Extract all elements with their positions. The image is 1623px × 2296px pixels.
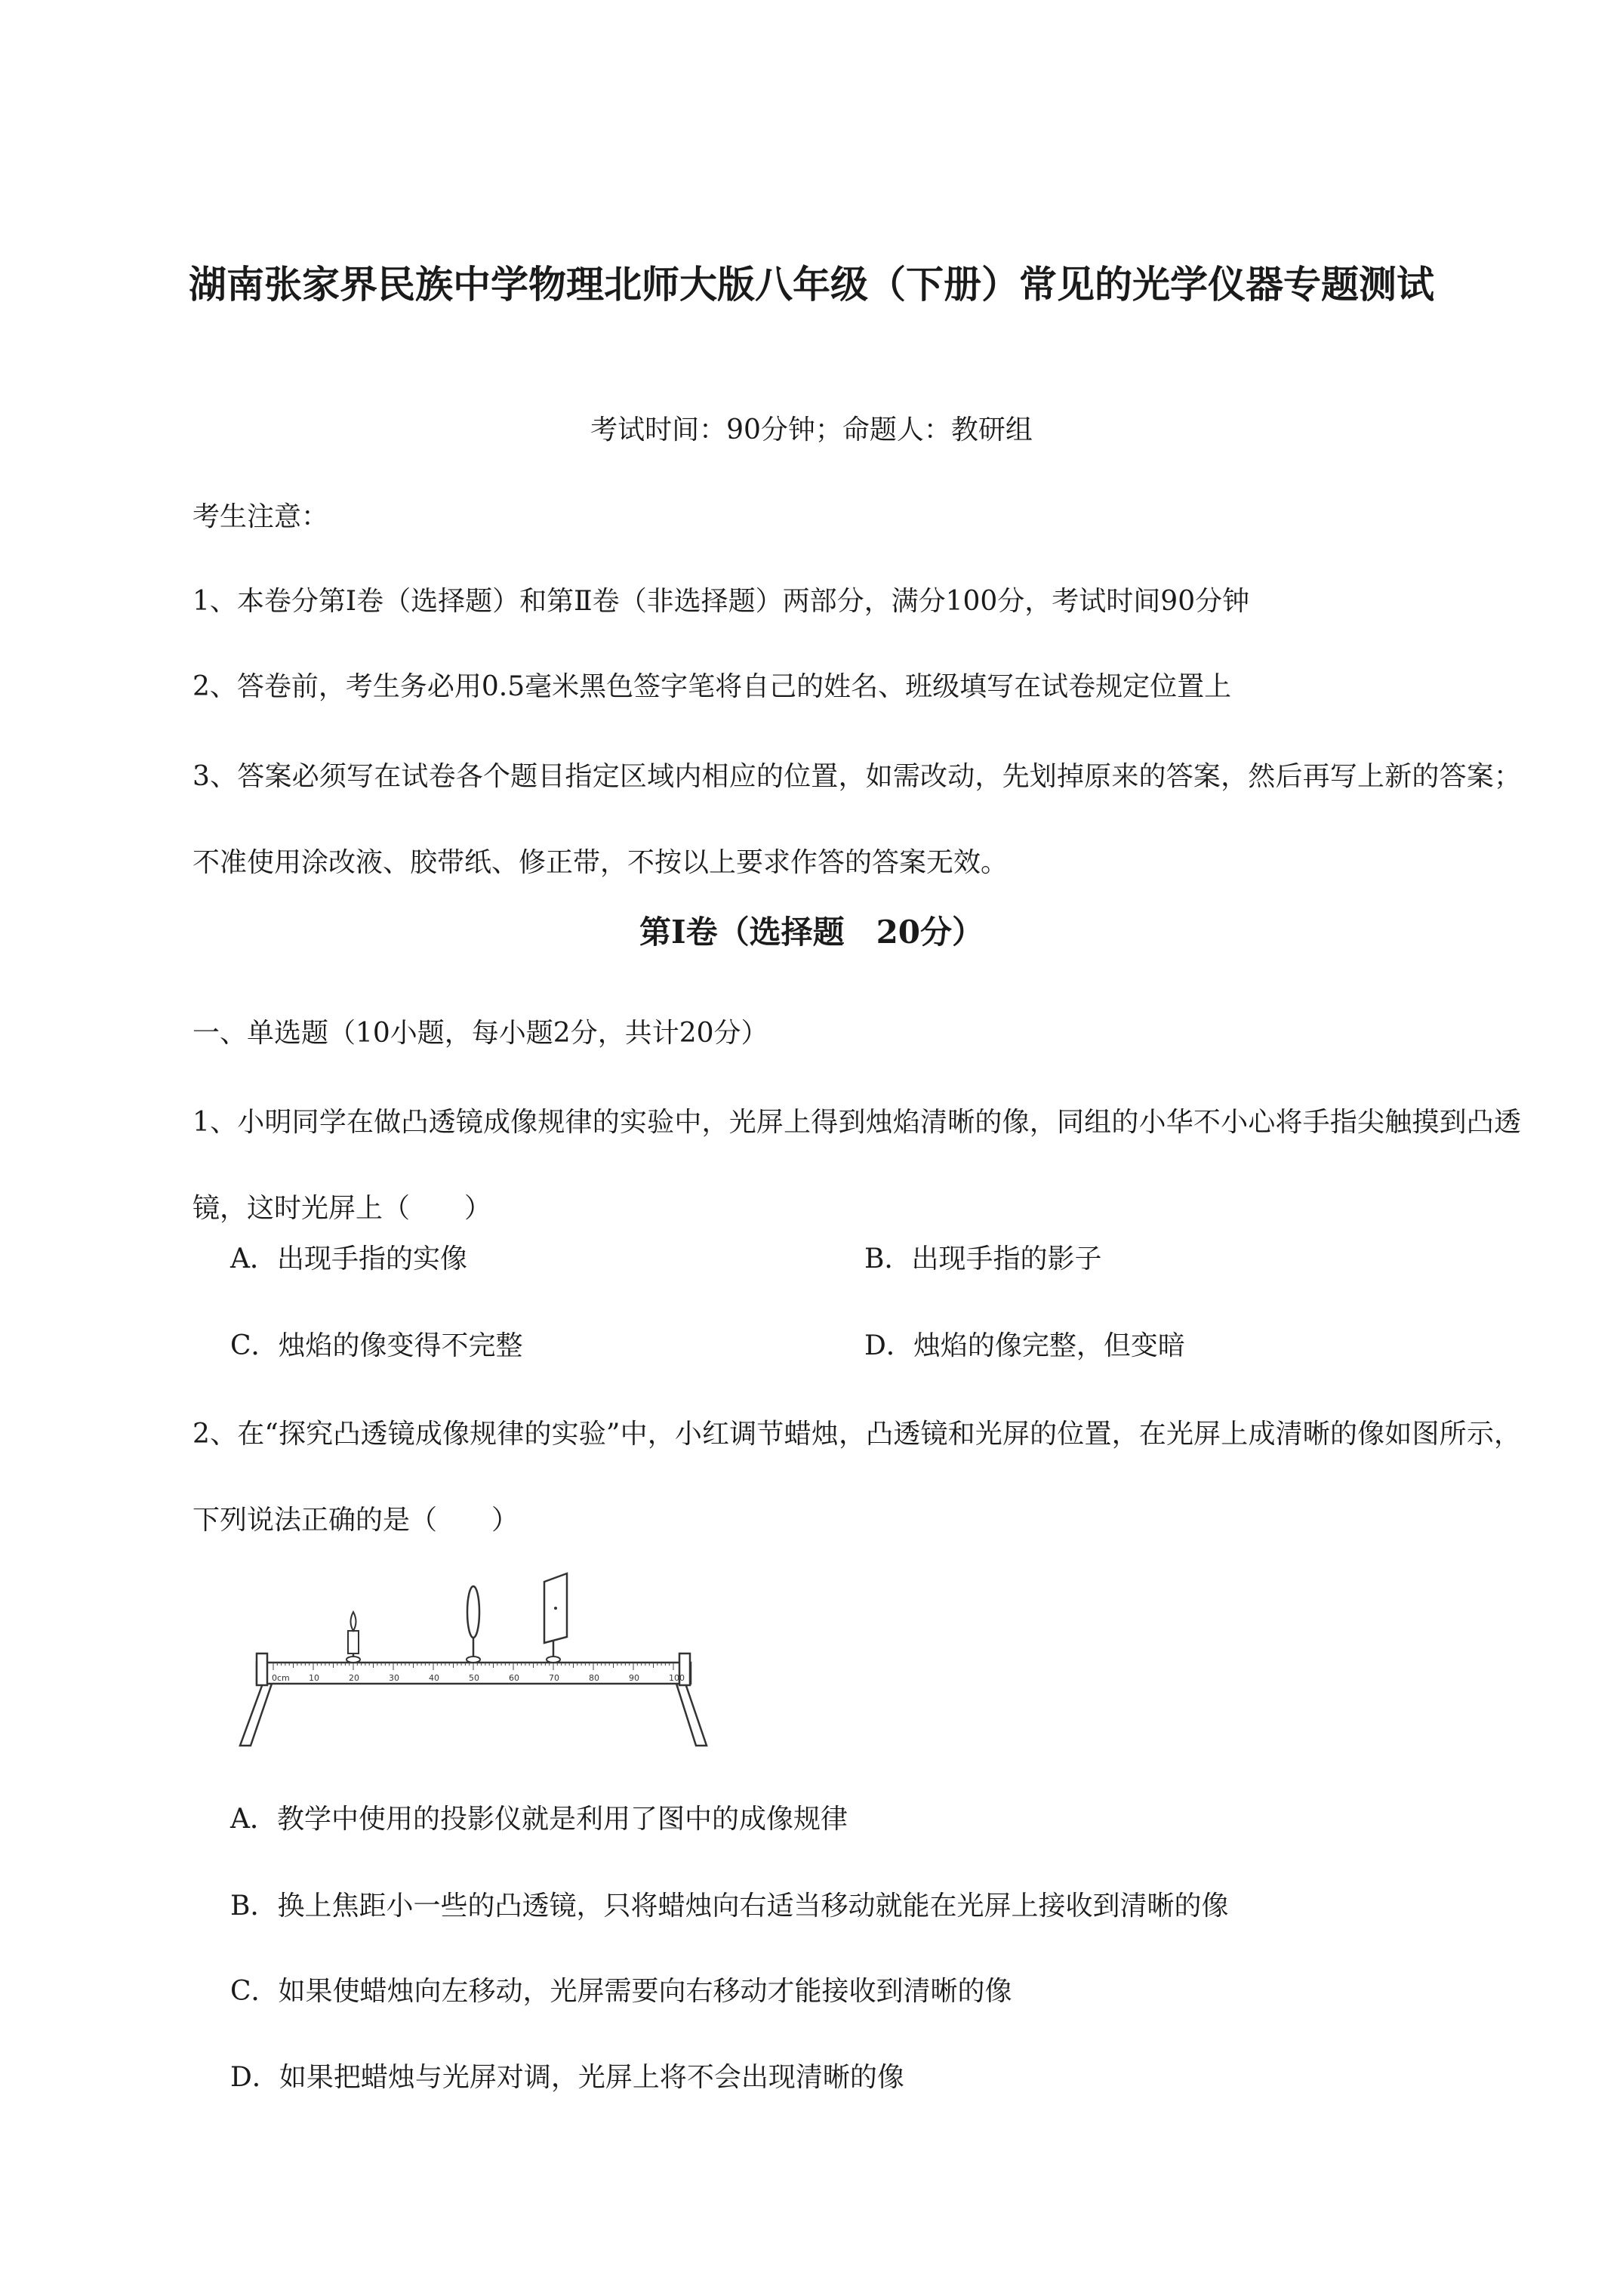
ruler-tick-label: 10 bbox=[309, 1673, 319, 1683]
lens-base bbox=[467, 1657, 480, 1663]
lens-shape bbox=[467, 1586, 479, 1638]
ruler-tick-label: 100 bbox=[669, 1673, 685, 1683]
question-1-stem: 1、小明同学在做凸透镜成像规律的实验中，光屏上得到烛焰清晰的像，同组的小华不小心将手指尖触摸到凸透镜，这时光屏上（ ） bbox=[192, 1107, 1521, 1224]
candle-flame bbox=[351, 1612, 356, 1631]
screen-mark bbox=[554, 1607, 557, 1610]
ruler-tick-label: 50 bbox=[469, 1673, 479, 1683]
question-1-option-b: B．出现手指的影子 bbox=[864, 1244, 1102, 1274]
question-1-option-d: D．烛焰的像完整，但变暗 bbox=[864, 1330, 1185, 1361]
ruler-unit-label: 0cm bbox=[272, 1673, 290, 1683]
candle bbox=[346, 1612, 360, 1663]
exam-info: 考试时间：90分钟；命题人：教研组 bbox=[590, 415, 1033, 445]
candle-body bbox=[348, 1631, 359, 1653]
bench-legs bbox=[240, 1684, 707, 1746]
convex-lens bbox=[467, 1586, 480, 1663]
question-2-option-a: A．教学中使用的投影仪就是利用了图中的成像规律 bbox=[230, 1804, 848, 1835]
candle-base bbox=[346, 1657, 360, 1663]
ruler-tick-label: 40 bbox=[429, 1673, 439, 1683]
ruler-tick-label: 80 bbox=[589, 1673, 599, 1683]
notice-item-2: 2、答卷前，考生务必用0.5毫米黑色签字笔将自己的姓名、班级填写在试卷规定位置上 bbox=[192, 671, 1232, 702]
page-title: 湖南张家界民族中学物理北师大版八年级（下册）常见的光学仪器专题测试 bbox=[189, 262, 1434, 307]
bench-left-stop bbox=[257, 1653, 267, 1685]
question-2-stem: 2、在“探究凸透镜成像规律的实验”中，小红调节蜡烛，凸透镜和光屏的位置，在光屏上成清晰的像如图所示，下列说法正确的是（ ） bbox=[192, 1419, 1521, 1536]
ruler-tick-label: 60 bbox=[509, 1673, 519, 1683]
ruler-tick-label: 20 bbox=[349, 1673, 359, 1683]
ruler-tick-label: 30 bbox=[389, 1673, 399, 1683]
optical-bench-figure bbox=[226, 1540, 725, 1752]
question-2-option-c: C．如果使蜡烛向左移动，光屏需要向右移动才能接收到清晰的像 bbox=[230, 1976, 1012, 2007]
light-screen bbox=[544, 1573, 567, 1663]
question-2-option-d: D．如果把蜡烛与光屏对调，光屏上将不会出现清晰的像 bbox=[230, 2062, 904, 2093]
notice-heading: 考生注意： bbox=[192, 501, 329, 532]
screen-base bbox=[547, 1657, 560, 1663]
section-heading: 第Ⅰ卷（选择题 20分） bbox=[639, 914, 984, 951]
notice-item-1: 1、本卷分第Ⅰ卷（选择题）和第Ⅱ卷（非选择题）两部分，满分100分，考试时间90分钟 bbox=[192, 586, 1250, 617]
ruler-tick-label: 90 bbox=[629, 1673, 639, 1683]
question-1-option-a: A．出现手指的实像 bbox=[230, 1244, 467, 1274]
question-1-option-c: C．烛焰的像变得不完整 bbox=[230, 1330, 523, 1361]
question-2-option-b: B．换上焦距小一些的凸透镜，只将蜡烛向右适当移动就能在光屏上接收到清晰的像 bbox=[230, 1891, 1229, 1922]
notice-item-3: 3、答案必须写在试卷各个题目指定区域内相应的位置，如需改动，先划掉原来的答案，然后再写上新的答案；不准使用涂改液、胶带纸、修正带，不按以上要求作答的答案无效。 bbox=[192, 761, 1521, 878]
ruler-tick-label: 70 bbox=[549, 1673, 559, 1683]
part-heading: 一、单选题（10小题，每小题2分，共计20分） bbox=[192, 1018, 768, 1049]
